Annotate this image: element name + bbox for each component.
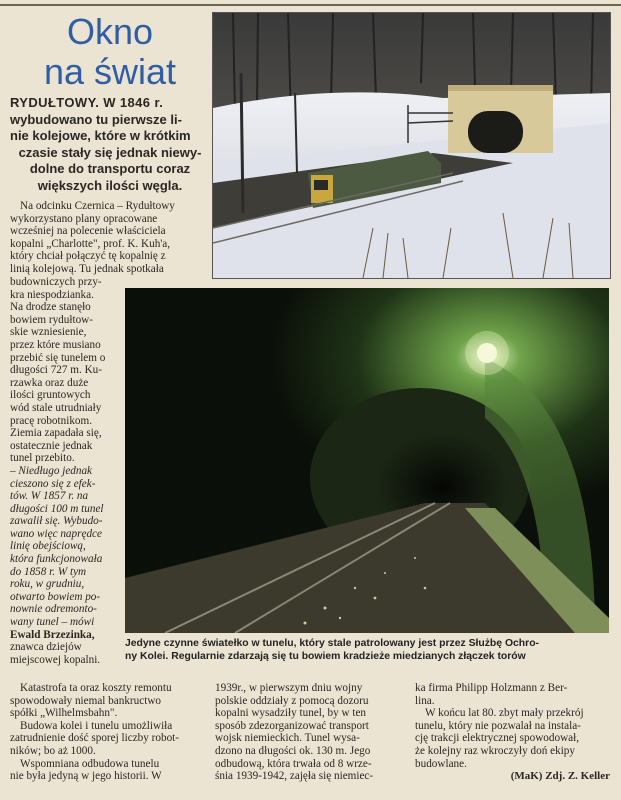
photo-tunnel-interior-image — [125, 288, 609, 633]
lead-line: wybudowano tu pierwsze li- — [10, 111, 182, 127]
body-line: wcześniej na polecenie właściciela — [10, 225, 166, 238]
body-line: zatrudnienie dość sporej liczby robot- — [10, 732, 179, 745]
body-line: wód stale utrudniały — [10, 401, 102, 414]
photo-tunnel-interior — [125, 288, 609, 633]
body-line: ka firma Philipp Holzmann z Ber- — [415, 682, 568, 694]
body-line: że kolejny raz wkroczyły doń ekipy — [415, 744, 575, 757]
quote-line: – Niedługo jednak — [10, 464, 93, 477]
article-left-column-top — [10, 200, 210, 276]
quote-line: zawalił się. Wybudo- — [10, 515, 103, 528]
photo-tunnel-portal — [212, 12, 611, 279]
lead-line: nie kolejowe, które w krótkim — [10, 128, 191, 143]
body-line: kopalni wysadziły tunel, by w ten — [215, 707, 367, 720]
body-line: dzono na długości ok. 130 m. Jego — [215, 744, 371, 757]
body-line: linią kolejową. Tu jednak spotkała — [10, 262, 164, 275]
body-line: 1939r., w pierwszym dniu wojny — [215, 682, 363, 694]
body-line: śnia 1939-1942, zajęła się niemiec- — [215, 770, 374, 783]
quote-line: wano więc naprędce — [10, 527, 102, 540]
body-line: skie wzniesienie, — [10, 326, 87, 339]
photo-credit: (MaK) Zdj. Z. Keller — [510, 770, 610, 782]
body-line: nie była jedyną w jego historii. W — [10, 770, 162, 783]
body-line: kopalni „Charlotte", prof. K. Kuh'a, — [10, 237, 171, 250]
body-line: lina. — [415, 694, 435, 707]
body-line: Budowa kolei i tunelu umożliwiła — [20, 719, 173, 732]
article-middle-column — [215, 682, 408, 783]
lead-line: czasie stały się jednak niewy- — [18, 144, 202, 160]
body-line: Katastrofa ta oraz koszty remontu — [20, 682, 172, 694]
body-line: długości 727 m. Ku- — [10, 364, 102, 377]
body-line: budowlane. — [415, 757, 467, 770]
body-line: spowodowały niemal bankructwo — [10, 694, 161, 707]
body-line: ilości gruntowych — [10, 389, 91, 402]
quote-line: roku, w grudniu, — [10, 578, 85, 591]
lead-paragraph — [10, 95, 210, 194]
body-line: ników; bo aż 1000. — [10, 744, 96, 757]
headline-line-1: Okno — [66, 11, 154, 52]
body-line: Na odcinku Czernica – Rydułtowy — [20, 200, 175, 212]
quote-line: która funkcjonowała — [10, 553, 103, 566]
body-line: Ziemia zapadała się, — [10, 427, 102, 440]
quote-author-role: znawca dziejów — [10, 641, 82, 654]
lead-line: większych ilości węgla. — [37, 177, 183, 193]
quote-line: cieszono się z efek- — [10, 477, 96, 490]
caption-line: Jedyne czynne światełko w tunelu, który stale patrolowany jest przez Służbę Ochro- — [125, 638, 540, 649]
quote-line: wany tunel – mówi — [10, 616, 95, 629]
quote-author-role: miejscowej kopalni. — [10, 653, 101, 666]
body-line: spółki „Wilhelmsbahn". — [10, 707, 118, 720]
photo-caption — [125, 637, 611, 663]
body-line: Wspomniana odbudowa tunelu — [20, 757, 160, 770]
lead-line: RYDUŁTOWY. W 1846 r. — [10, 95, 164, 110]
body-line: przez które musiano — [10, 338, 101, 351]
body-line: odbudową, która trwała od 8 wrze- — [215, 757, 372, 770]
top-rule — [0, 4, 621, 6]
lead-line: dolne do transportu coraz — [29, 161, 191, 176]
body-line: budowniczych przy- — [10, 276, 102, 288]
headline-line-2: na świat — [43, 51, 177, 92]
body-line: który chciał połączyć tę kopalnię z — [10, 250, 166, 263]
article-left-column-narrow — [10, 276, 122, 666]
article-right-column — [415, 682, 610, 770]
quote-line: długości 100 m tunel — [10, 502, 104, 515]
body-line: pracę robotnikom. — [10, 414, 93, 427]
quote-line: tów. W 1857 r. na — [10, 490, 89, 503]
body-line: wykorzystano plany opracowane — [10, 212, 158, 225]
article-left-column-bottom — [10, 682, 210, 783]
body-line: bowiem rydułtow- — [10, 313, 93, 326]
headline — [10, 12, 210, 92]
body-line: przebić się tunelem o — [10, 351, 106, 364]
body-line: sposób zdezorganizować transport — [215, 719, 369, 732]
quote-author-name: Ewald Brzezinka, — [10, 628, 95, 641]
body-line: W końcu lat 80. zbyt mały przekrój — [425, 707, 584, 720]
quote-line: nownie odremonto- — [10, 603, 97, 616]
body-line: tunelu, który nie pozwalał na instala- — [415, 719, 581, 732]
body-line: ostatecznie jednak — [10, 439, 93, 452]
quote-line: do 1858 r. W tym — [10, 565, 87, 578]
body-line: wojsk niemieckich. Tunel wysa- — [215, 732, 360, 745]
body-line: cję trakcji elektrycznej spowodował, — [415, 732, 580, 745]
body-line: kra niespodzianka. — [10, 288, 94, 301]
body-line: rzawka oraz duże — [10, 376, 89, 389]
body-line: Na drodze stanęło — [10, 301, 91, 314]
body-line: tunel przebito. — [10, 452, 75, 465]
quote-line: linię obejściową, — [10, 540, 86, 553]
quote-line: otwarto bowiem po- — [10, 590, 101, 603]
photo-tunnel-portal-image — [213, 13, 610, 278]
body-line: polskie oddziały z pomocą dozoru — [215, 694, 369, 707]
caption-line: ny Kolei. Regularnie zdarzają się tu bowiem kradzieże miedzianych złączek torów — [125, 651, 526, 662]
